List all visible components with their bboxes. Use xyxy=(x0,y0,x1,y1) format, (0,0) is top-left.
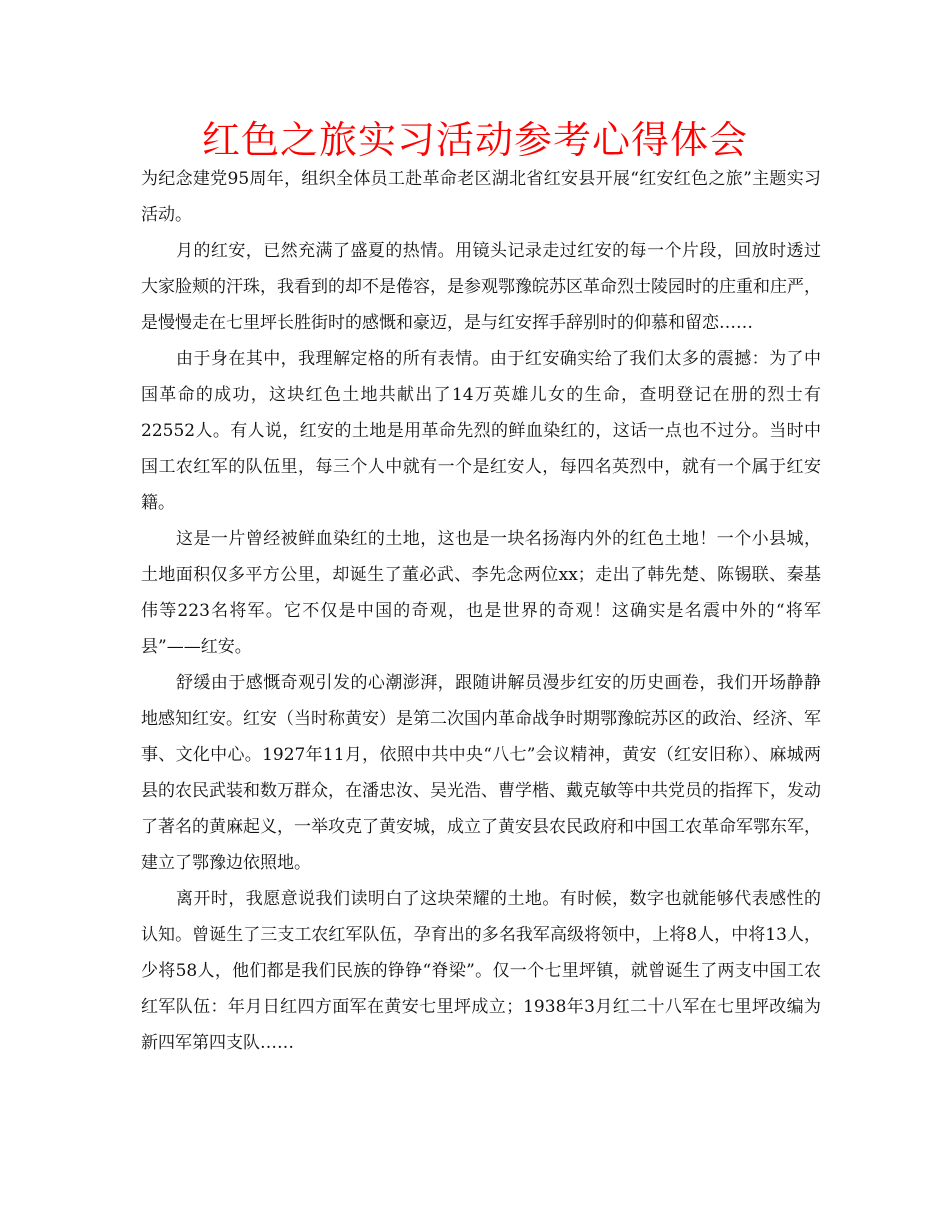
paragraph-general-county: 这是一片曾经被鲜血染红的土地，这也是一块名扬海内外的红色土地！一个小县城，土地面积仅多平方公里，却诞生了董必武、李先念两位xx；走出了韩先楚、陈锡联、秦基伟等223名将军。它不仅是中国的奇观，也是世界的奇观！这确实是名震中外的“将军县”——红安。 xyxy=(141,529,821,657)
paragraph-sacrifice: 由于身在其中，我理解定格的所有表情。由于红安确实给了我们太多的震撼：为了中国革命的成功，这块红色土地共献出了14万英雄儿女的生命，查明登记在册的烈士有22552人。有人说，红安的土地是用革命先烈的鲜血染红的，这话一点也不过分。当时中国工农红军的队伍里，每三个人中就有一个是红安人，每四名英烈中，就有一个属于红安籍。 xyxy=(141,349,821,513)
paragraph-intro: 为纪念建党95周年，组织全体员工赴革命老区湖北省红安县开展“红安红色之旅”主题实习活动。 xyxy=(141,169,821,225)
paragraph-summer-hongan: 月的红安，已然充满了盛夏的热情。用镜头记录走过红安的每一个片段，回放时透过大家脸颊的汗珠，我看到的却不是倦容，是参观鄂豫皖苏区革命烈士陵园时的庄重和庄严，是慢慢走在七里坪长胜街时的感慨和豪迈，是与红安挥手辞别时的仰慕和留恋…… xyxy=(141,241,821,333)
paragraph-history: 舒缓由于感慨奇观引发的心潮澎湃，跟随讲解员漫步红安的历史画卷，我们开场静静地感知红安。红安（当时称黄安）是第二次国内革命战争时期鄂豫皖苏区的政治、经济、军事、文化中心。1927年11月，依照中共中央“八七”会议精神，黄安（红安旧称）、麻城两县的农民武装和数万群众，在潘忠汝、吴光浩、曹学楷、戴克敏等中共党员的指挥下，发动了著名的黄麻起义，一举攻克了黄安城，成立了黄安县农民政府和中国工农革命军鄂东军，建立了鄂豫边依照地。 xyxy=(141,673,821,873)
document-body xyxy=(141,161,821,1061)
paragraph-departure: 离开时，我愿意说我们读明白了这块荣耀的土地。有时候，数字也就能够代表感性的认知。曾诞生了三支工农红军队伍，孕育出的多名我军高级将领中，上将8人，中将13人，少将58人，他们都是我们民族的铮铮“脊梁”。仅一个七里坪镇，就曾诞生了两支中国工农红军队伍：年月日红四方面军在黄安七里坪成立；1938年3月红二十八军在七里坪改编为新四军第四支队…… xyxy=(141,889,821,1053)
document-title: 红色之旅实习活动参考心得体会 xyxy=(201,118,748,162)
